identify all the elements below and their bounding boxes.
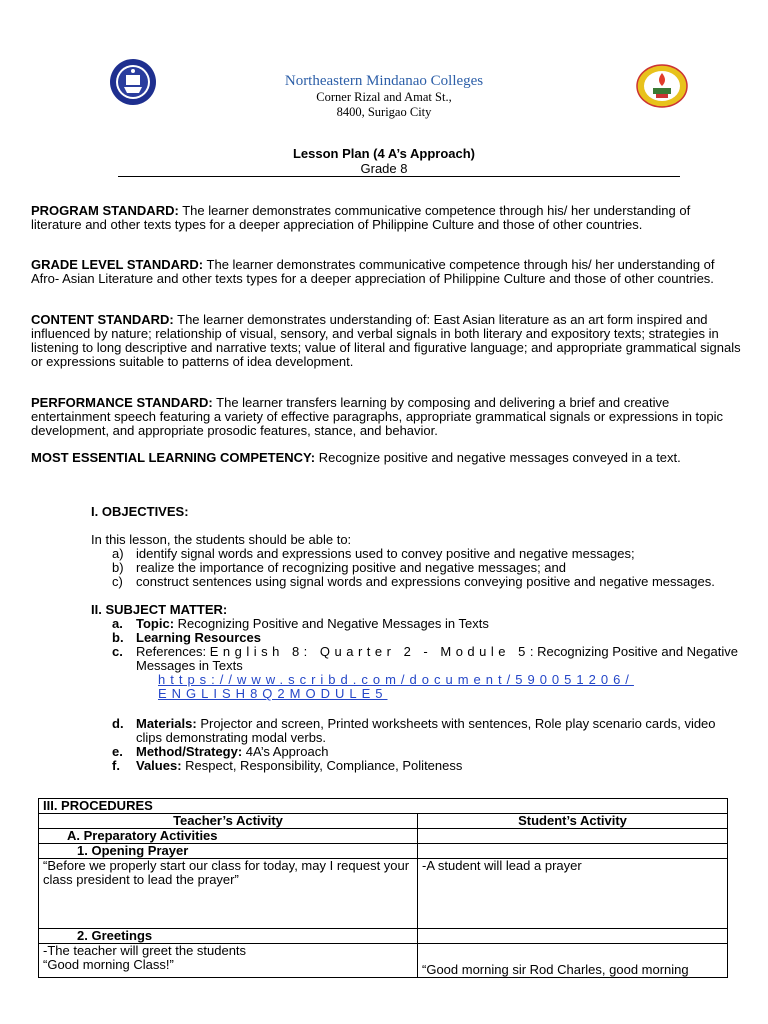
table-row [39,929,728,944]
table-row [39,944,728,978]
college-name: Northeastern Mindanao Colleges [284,73,484,89]
method-item: e. Method/Strategy: 4A’s Approach [112,744,329,759]
table-row [39,859,728,929]
lesson-plan-title: Lesson Plan (4 A’s Approach) [292,146,476,161]
objectives-list [112,547,742,589]
references-item: c. References: English 8: Quarter 2 - Module 5: Recognizing Positive and Negative Messages in Texts https://www.scribd.com/document/590051206/ ENGLISH8Q2MODULE5 [112,645,742,701]
program-standard: PROGRAM STANDARD: The learner demonstrates communicative competence through his/ her understanding of literature and other texts types for a deeper appreciation of Philippine Culture and those of other countries. [31,203,691,232]
table-row [39,814,728,829]
content-standard: CONTENT STANDARD: The learner demonstrates understanding of: East Asian literature as an art form inspired and influenced by nature; relationship of visual, sensory, and verbal signals in both literary and expository texts; strategies in listening to long descriptive and narrative texts; value of literal and figurative language; and appropriate grammatical signals or expressions suitable to patterns of idea development. [31,312,741,369]
grade-level-standard: GRADE LEVEL STANDARD: The learner demonstrates communicative competence through his/ her understanding of Afro- Asian Literature and other texts types for a deeper appreciation of Philippine Culture and those of other countries. [31,257,715,286]
procedures-heading: III. PROCEDURES [39,799,728,814]
performance-standard: PERFORMANCE STANDARD: The learner transfers learning by composing and delivering a brief and creative entertainment speech featuring a variety of effective paragraphs, appropriate grammatical signals or expressions in topic development, and appropriate prosodic features, stance, and behavior. [31,395,724,438]
objective-item: c) construct sentences using signal words and expressions conveying positive and negative messages. [112,574,715,589]
table-cell [418,829,728,844]
objective-item: a) identify signal words and expressions used to convey positive and negative messages; [112,546,635,561]
reference-link[interactable]: https://www.scribd.com/document/590051206/ ENGLISH8Q2MODULE5 [158,672,634,701]
learning-resources-item: b. Learning Resources [112,630,261,645]
opening-prayer-teacher: “Before we properly start our class for today, may I request your class president to lead the prayer” [39,859,418,929]
title-divider [118,176,680,177]
greetings-teacher: -The teacher will greet the students “Good morning Class!” [39,944,418,978]
materials-item: d. Materials: Projector and screen, Printed worksheets with sentences, Role play scenario cards, video clips demonstrating modal verbs. [112,716,716,745]
document-header [0,72,768,120]
table-row [39,799,728,814]
table-cell [418,929,728,944]
table-cell [418,844,728,859]
subject-matter-list [112,617,742,773]
subject-matter-heading: II. SUBJECT MATTER: [91,602,228,617]
preparatory-activities: A. Preparatory Activities [39,829,418,844]
greetings-student: “Good morning sir Rod Charles, good morning [418,944,728,978]
table-row [39,844,728,859]
objective-item: b) realize the importance of recognizing positive and negative messages; and [112,560,566,575]
objectives-heading: I. OBJECTIVES: [91,504,189,519]
greetings-label: 2. Greetings [39,929,418,944]
most-essential-learning-competency: MOST ESSENTIAL LEARNING COMPETENCY: Recognize positive and negative messages conveyed in a text. [31,450,681,465]
opening-prayer-label: 1. Opening Prayer [39,844,418,859]
grade-label: Grade 8 [360,161,408,176]
opening-prayer-student: -A student will lead a prayer [418,859,728,929]
table-row [39,829,728,844]
spacer [112,701,742,717]
address-line-1: Corner Rizal and Amat St., [316,90,452,104]
values-item: f. Values: Respect, Responsibility, Compliance, Politeness [112,758,463,773]
objectives-intro: In this lesson, the students should be able to: [91,532,352,547]
topic-item: a. Topic: Recognizing Positive and Negative Messages in Texts [112,616,489,631]
procedures-table [38,798,728,978]
address-line-2: 8400, Surigao City [336,105,432,119]
document-title [0,146,768,176]
teacher-activity-header: Teacher’s Activity [39,814,418,829]
student-activity-header: Student’s Activity [418,814,728,829]
